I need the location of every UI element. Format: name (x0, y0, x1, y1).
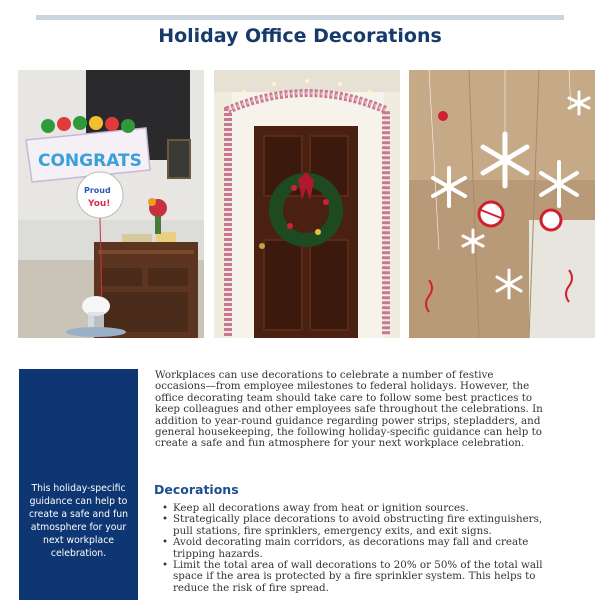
list-item: • Avoid decorating main corridors, as decorations may fall and create tripping hazards. (162, 537, 544, 560)
balloon-celebration-photo (18, 70, 204, 338)
page-title: Holiday Office Decorations (158, 25, 442, 47)
callout-sidebar (19, 369, 138, 600)
wreath-door-photo (214, 70, 400, 338)
decorations-heading: Decorations (154, 482, 239, 497)
list-item: • Limit the total area of wall decorations to 20% or 50% of the total wall space if the area is protected by a fire sprinkler system. This helps to reduce the risk of fire spread. (162, 560, 544, 594)
list-item: • Keep all decorations away from heat or ignition sources. (162, 503, 544, 514)
svg-text:CONGRATS: CONGRATS (38, 151, 142, 171)
decorations-list (162, 503, 544, 594)
top-divider (36, 15, 564, 20)
callout-text: This holiday-specific guidance can help to create a safe and fun atmosphere for your next workplace celebration. (28, 483, 129, 559)
intro-paragraph: Workplaces can use decorations to celebrate a number of festive occasions—from employee milestones to federal holidays. However, the office decorating team should take care to follow some best practices to keep colleagues and other employees safe throughout the celebrations. In addition to year-round guidance regarding power strips, stepladders, and general housekeeping, the following holiday-specific guidance can help to create a safe and fun atmosphere for your next workplace celebration. (155, 369, 543, 450)
svg-text:Proud: Proud (84, 186, 111, 195)
list-item: • Strategically place decorations to avoid obstructing fire extinguishers, pull stations, fire sprinklers, emergency exits, and exit signs. (162, 514, 544, 537)
svg-text:You!: You! (88, 199, 111, 209)
paper-snowflakes-photo (409, 70, 595, 338)
